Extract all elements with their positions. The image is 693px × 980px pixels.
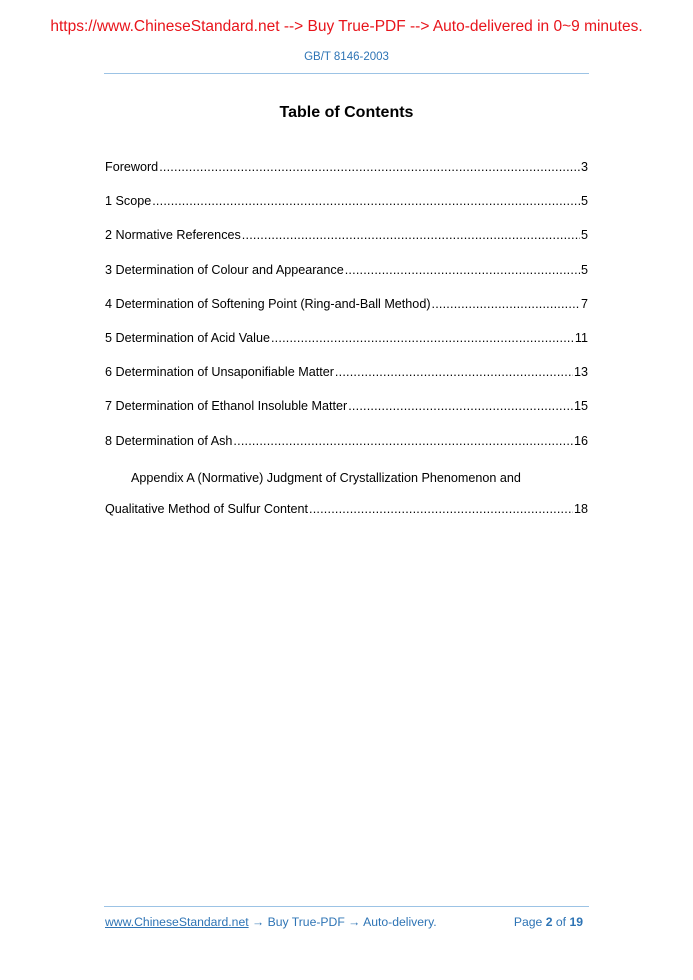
toc-entry-label: 6 Determination of Unsaponifiable Matter xyxy=(105,365,334,380)
toc-entry-page: 11 xyxy=(574,330,588,345)
toc-entry-label: 3 Determination of Colour and Appearance xyxy=(105,262,344,277)
dot-leader xyxy=(152,194,580,208)
toc-entry-appendix-a-line1[interactable]: Appendix A (Normative) Judgment of Crystallization Phenomenon and xyxy=(131,470,521,485)
page-word: Page xyxy=(513,915,543,929)
footer-promo xyxy=(105,915,437,929)
dot-leader xyxy=(348,399,573,413)
toc-entry-page: 13 xyxy=(573,365,588,380)
toc-entry-label: 4 Determination of Softening Point (Ring-and-Ball Method) xyxy=(105,296,431,311)
table-of-contents xyxy=(105,160,588,536)
current-page-number: 2 xyxy=(545,915,553,929)
of-word: of xyxy=(555,915,567,929)
dot-leader xyxy=(345,263,580,277)
toc-entry-scope[interactable] xyxy=(105,194,588,214)
toc-entry-label: Foreword xyxy=(105,160,159,174)
toc-entry-unsaponifiable-matter[interactable] xyxy=(105,365,588,385)
dot-leader xyxy=(271,331,574,345)
toc-entry-page: 16 xyxy=(573,433,588,448)
total-page-count: 19 xyxy=(569,915,583,929)
dot-leader xyxy=(233,434,573,448)
dot-leader xyxy=(242,228,580,242)
toc-entry-page: 18 xyxy=(573,501,588,516)
dot-leader xyxy=(309,502,573,516)
toc-entry-ethanol-insoluble[interactable] xyxy=(105,399,588,419)
toc-entry-foreword[interactable] xyxy=(105,160,588,180)
top-banner-link[interactable]: https://www.ChineseStandard.net --> Buy True-PDF --> Auto-delivered in 0~9 minutes. xyxy=(50,18,643,35)
document-code: GB/T 8146-2003 xyxy=(304,51,389,63)
toc-entry-normative-references[interactable] xyxy=(105,228,588,248)
toc-entry-page: 15 xyxy=(573,399,588,414)
header-divider xyxy=(104,73,589,74)
toc-entry-page: 5 xyxy=(580,228,588,243)
toc-entry-softening-point[interactable] xyxy=(105,297,588,317)
toc-entry-label: 1 Scope xyxy=(105,194,152,209)
dot-leader xyxy=(159,160,580,174)
footer-divider xyxy=(104,906,589,907)
toc-entry-page: 3 xyxy=(580,160,588,174)
toc-entry-acid-value[interactable] xyxy=(105,331,588,351)
toc-entry-page: 5 xyxy=(580,194,588,209)
toc-entry-label: 2 Normative References xyxy=(105,228,241,243)
toc-entry-label: 5 Determination of Acid Value xyxy=(105,330,270,345)
footer-tagline: → Buy True-PDF → Auto-delivery. xyxy=(248,915,437,929)
toc-entry-label: 8 Determination of Ash xyxy=(105,433,233,448)
dot-leader xyxy=(335,365,573,379)
toc-entry-colour-appearance[interactable] xyxy=(105,263,588,283)
page-indicator xyxy=(514,915,583,929)
toc-entry-page: 5 xyxy=(580,262,588,277)
toc-entry-page: 7 xyxy=(580,296,588,311)
toc-entry-appendix-a[interactable] xyxy=(105,502,588,522)
toc-entry-label: 7 Determination of Ethanol Insoluble Matter xyxy=(105,399,348,414)
footer-site-link[interactable]: www.ChineseStandard.net xyxy=(105,915,249,929)
toc-entry-label: Qualitative Method of Sulfur Content xyxy=(105,501,309,516)
toc-entry-ash[interactable] xyxy=(105,434,588,454)
page-title: Table of Contents xyxy=(279,104,414,121)
dot-leader xyxy=(432,297,580,311)
